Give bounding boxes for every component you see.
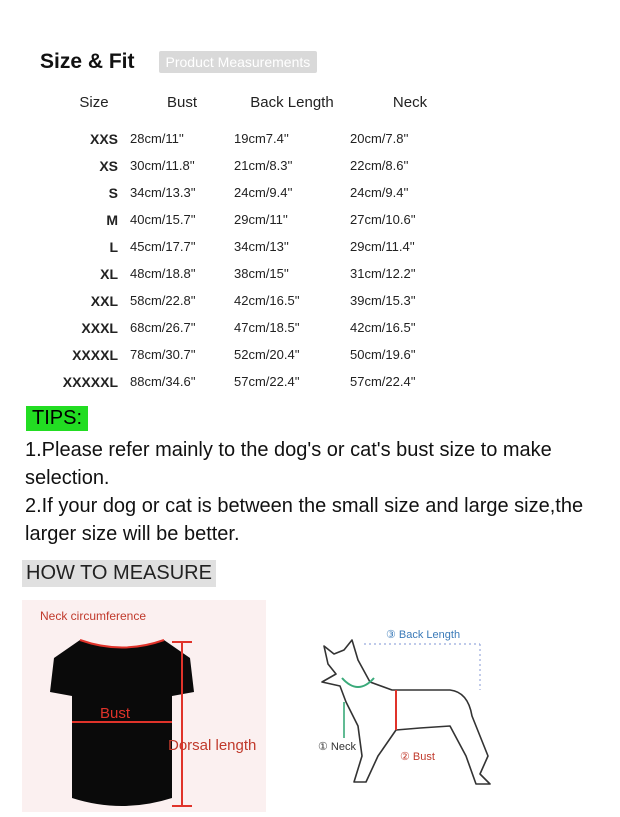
bust-cell: 48cm/18.8'' <box>130 266 196 281</box>
table-row <box>58 179 470 206</box>
back-length-cell: 21cm/8.3'' <box>234 158 293 173</box>
back-length-cell: 38cm/15'' <box>234 266 289 281</box>
header <box>40 50 317 74</box>
back-length-cell: 57cm/22.4'' <box>234 374 300 389</box>
size-table <box>58 90 470 395</box>
neck-label: ① Neck <box>318 741 356 753</box>
neck-cell: 39cm/15.3'' <box>350 293 416 308</box>
back-length-cell: 19cm7.4'' <box>234 131 289 146</box>
dog-illustration-panel <box>300 606 610 806</box>
neck-cell: 57cm/22.4'' <box>350 374 416 389</box>
size-cell: XXXXXL <box>62 373 118 390</box>
back-length-cell: 24cm/9.4'' <box>234 185 293 200</box>
size-cell: XS <box>99 157 118 174</box>
how-to-measure-label: HOW TO MEASURE <box>22 560 216 587</box>
back-length-cell: 52cm/20.4'' <box>234 347 300 362</box>
column-header-size: Size <box>79 94 109 111</box>
size-cell: XXL <box>90 292 118 309</box>
tips-text <box>25 436 605 548</box>
size-cell: XL <box>100 265 118 282</box>
table-row <box>58 206 470 233</box>
neck-cell: 22cm/8.6'' <box>350 158 409 173</box>
tip-line-2: 2.If your dog or cat is between the small size and large size,the larger size will be better. <box>25 495 584 545</box>
table-header-row <box>58 90 470 125</box>
dorsal-length-label: Dorsal length <box>168 737 257 754</box>
size-cell: XXS <box>89 130 118 147</box>
page-title: Size & Fit <box>40 50 135 73</box>
tips-label: TIPS: <box>26 406 88 431</box>
bust-cell: 40cm/15.7'' <box>130 212 196 227</box>
size-cell: M <box>106 211 118 228</box>
bust-cell: 78cm/30.7'' <box>130 347 196 362</box>
dog-bust-label: ② Bust <box>400 751 435 763</box>
neck-cell: 27cm/10.6'' <box>350 212 416 227</box>
table-row <box>58 341 470 368</box>
bust-cell: 58cm/22.8'' <box>130 293 196 308</box>
back-length-cell: 42cm/16.5'' <box>234 293 300 308</box>
size-cell: XXXL <box>81 319 118 336</box>
bust-cell: 30cm/11.8'' <box>130 158 195 173</box>
bust-cell: 45cm/17.7'' <box>130 239 196 254</box>
size-cell: L <box>109 238 118 255</box>
table-row <box>58 152 470 179</box>
column-header-bust: Bust <box>166 94 197 111</box>
neck-cell: 31cm/12.2'' <box>350 266 416 281</box>
neck-circumference-label: Neck circumference <box>40 609 147 623</box>
table-row <box>58 260 470 287</box>
table-body <box>58 125 470 395</box>
bust-cell: 88cm/34.6'' <box>130 374 196 389</box>
back-length-cell: 34cm/13'' <box>234 239 289 254</box>
column-header-back-length: Back Length <box>250 94 334 111</box>
bust-cell: 28cm/11'' <box>130 131 184 146</box>
back-length-cell: 29cm/11'' <box>234 212 288 227</box>
table-row <box>58 368 470 395</box>
table-row <box>58 314 470 341</box>
column-header-neck: Neck <box>392 94 428 111</box>
bust-cell: 68cm/26.7'' <box>130 320 196 335</box>
neck-cell: 50cm/19.6'' <box>350 347 416 362</box>
tee-illustration-panel <box>22 600 266 812</box>
table-row <box>58 287 470 314</box>
neck-cell: 24cm/9.4'' <box>350 185 409 200</box>
bust-cell: 34cm/13.3'' <box>130 185 196 200</box>
tip-line-1: 1.Please refer mainly to the dog's or cat's bust size to make selection. <box>25 439 552 489</box>
table-row <box>58 233 470 260</box>
size-cell: S <box>108 184 118 201</box>
back-length-cell: 47cm/18.5'' <box>234 320 300 335</box>
table-row <box>58 125 470 152</box>
back-length-label: ③ Back Length <box>386 629 461 641</box>
dog-illustration <box>300 606 610 806</box>
neck-cell: 29cm/11.4'' <box>350 239 415 254</box>
neck-cell: 42cm/16.5'' <box>350 320 416 335</box>
neck-cell: 20cm/7.8'' <box>350 131 409 146</box>
size-cell: XXXXL <box>72 346 118 363</box>
tee-illustration <box>22 600 266 812</box>
product-measurements-badge: Product Measurements <box>159 51 318 73</box>
bust-label: Bust <box>100 705 131 722</box>
